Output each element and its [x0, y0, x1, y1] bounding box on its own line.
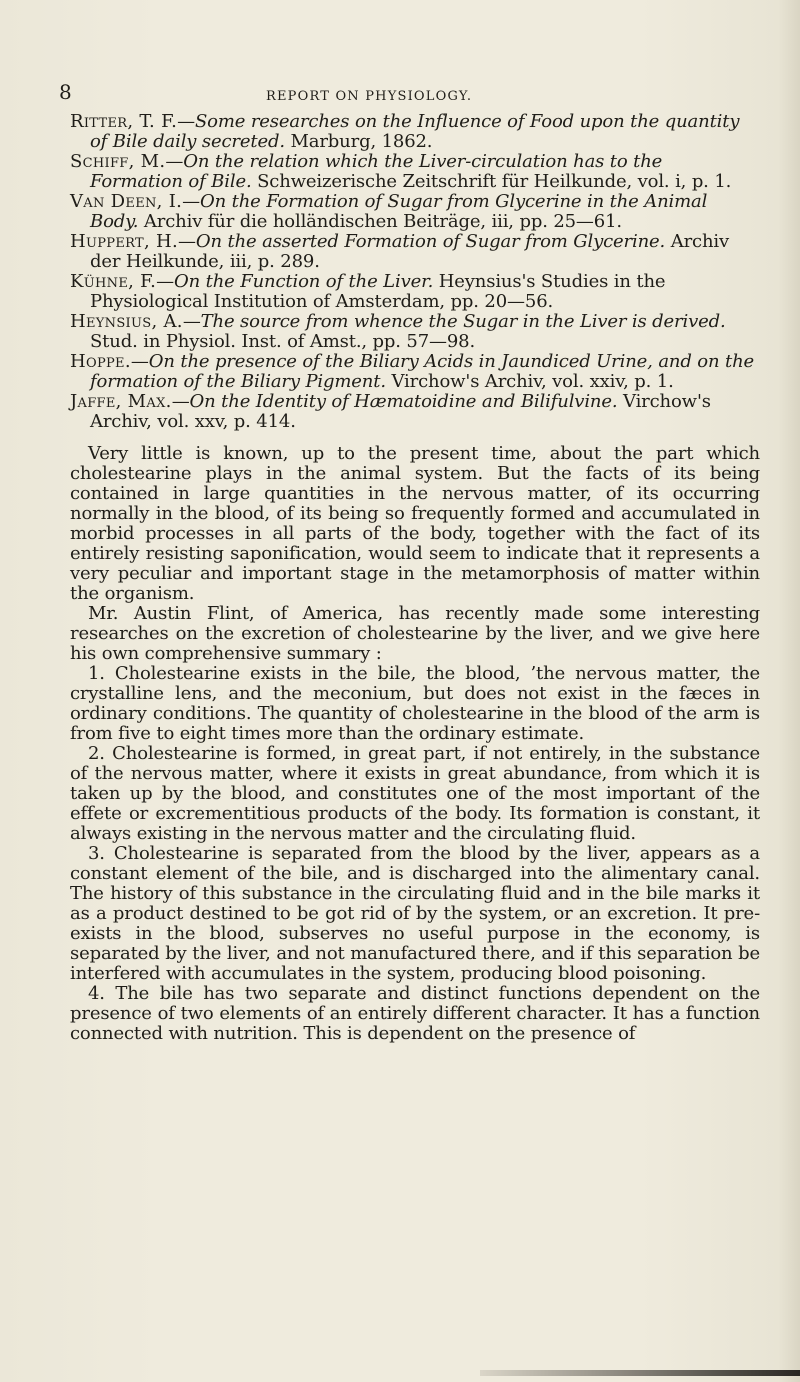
- reference-item: Jaffe, Max.—On the Identity of Hæmatoidine and Bilifulvine. Virchow's Archiv, vol. xxv, p. 414.: [70, 391, 711, 432]
- reference-item: Ritter, T. F.—Some researches on the Influence of Food upon the quantity of Bile daily secreted. Marburg, 1862.: [70, 111, 740, 152]
- summary-item: [70, 664, 760, 744]
- summary-number: 1.: [88, 663, 105, 684]
- page-number: 8: [59, 80, 72, 104]
- reference-author: Heynsius, A.: [70, 311, 183, 332]
- summary-text: Cholestearine is separated from the blood by the liver, appears as a constant element of the bile, and is discharged into the alimentary canal. The history of this substance in the circulating fluid and in the bile marks it as a product destined to be got rid of by the system, or an excretion. It pre-exists in the blood, subserves no useful purpose in the economy, is separated by the liver, and not manufactured there, and if this separation be interfered with accumulates in the system, producing blood poisoning.: [70, 843, 761, 984]
- summary-item: [70, 744, 760, 844]
- reference-title: On the relation which the Liver-circulation has to the Formation of Bile.: [90, 151, 663, 192]
- reference-details: Virchow's Archiv, vol. xxv, p. 414.: [90, 391, 711, 432]
- bottom-binding-shadow: [480, 1370, 800, 1376]
- reference-title: On the Function of the Liver.: [174, 271, 434, 292]
- reference-author: Ritter, T. F.: [70, 111, 178, 132]
- reference-author: Van Deen, I.: [70, 191, 183, 212]
- reference-details: Archiv für die holländischen Beiträge, iii, pp. 25—61.: [143, 211, 622, 232]
- reference-item: Van Deen, I.—On the Formation of Sugar from Glycerine in the Animal Body. Archiv für die holländischen Beiträge, iii, pp. 25—61.: [70, 191, 708, 232]
- flint-paragraph: Mr. Austin Flint, of America, has recently made some interesting researches on the excretion of cholestearine by the liver, and we give here his own comprehensive summary :: [70, 603, 760, 664]
- reference-details: Archiv der Heilkunde, iii, p. 289.: [90, 231, 730, 272]
- reference-title: On the presence of the Biliary Acids in Jaundiced Urine, and on the formation of the Biliary Pigment.: [90, 351, 755, 392]
- summary-text: The bile has two separate and distinct functions dependent on the presence of two elements of an entirely different character. It has a function connected with nutrition. This is dependent on the presence of: [70, 983, 760, 1044]
- reference-list: [70, 112, 760, 432]
- reference-author: Huppert, H.: [70, 231, 179, 252]
- summary-item: [70, 844, 760, 984]
- reference-item: Hoppe.—On the presence of the Biliary Acids in Jaundiced Urine, and on the formation of the Biliary Pigment. Virchow's Archiv, vol. xxiv, p. 1.: [70, 351, 755, 392]
- reference-author: Schiff, M.: [70, 151, 166, 172]
- summary-number: 4.: [88, 983, 105, 1004]
- reference-details: Stud. in Physiol. Inst. of Amst., pp. 57—98.: [90, 331, 476, 352]
- reference-details: Virchow's Archiv, vol. xxiv, p. 1.: [391, 371, 674, 392]
- reference-details: Schweizerische Zeitschrift für Heilkunde, vol. i, p. 1.: [257, 171, 732, 192]
- summary-item: [70, 984, 760, 1044]
- reference-author: Jaffe, Max.: [70, 391, 172, 412]
- reference-author: Kühne, F.: [70, 271, 157, 292]
- reference-item: Huppert, H.—On the asserted Formation of Sugar from Glycerine. Archiv der Heilkunde, iii, p. 289.: [70, 231, 730, 272]
- intro-paragraph: Very little is known, up to the present time, about the part which cholestearine plays in the animal system. But the facts of its being contained in large quantities in the nervous matter, of its occurring normally in the blood, of its being so frequently formed and accumulated in morbid processes in all parts of the body, together with the fact of its entirely resisting saponification, would seem to indicate that it represents a very peculiar and important stage in the metamorphosis of matter within the organism.: [70, 443, 760, 604]
- summary-number: 2.: [88, 743, 105, 764]
- reference-item: Heynsius, A.—The source from whence the Sugar in the Liver is derived. Stud. in Physiol. Inst. of Amst., pp. 57—98.: [70, 311, 726, 352]
- reference-title: The source from whence the Sugar in the Liver is derived.: [200, 311, 726, 332]
- page-edge-shadow: [778, 0, 800, 1382]
- running-head: REPORT ON PHYSIOLOGY.: [266, 89, 473, 104]
- summary-text: Cholestearine is formed, in great part, if not entirely, in the substance of the nervous matter, where it exists in great abundance, from which it is taken up by the blood, and constitutes one of the most important of the effete or excrementitious products of the body. Its formation is constant, it always existing in the nervous matter and the circulating fluid.: [70, 743, 761, 844]
- reference-title: On the Identity of Hæmatoidine and Bilifulvine.: [189, 391, 618, 412]
- body-text: [70, 444, 760, 1044]
- reference-title: On the asserted Formation of Sugar from Glycerine.: [195, 231, 666, 252]
- summary-number: 3.: [88, 843, 105, 864]
- reference-title: On the Formation of Sugar from Glycerine in the Animal Body.: [90, 191, 708, 232]
- reference-item: Schiff, M.—On the relation which the Liver-circulation has to the Formation of Bile. Schweizerische Zeitschrift für Heilkunde, vol. i, p. 1.: [70, 151, 732, 192]
- page-content: [70, 112, 760, 1044]
- reference-title: Some researches on the Influence of Food upon the quantity of Bile daily secreted.: [90, 111, 740, 152]
- summary-text: Cholestearine exists in the bile, the blood, ’the nervous matter, the crystalline lens, and the meconium, but does not exist in the fæces in ordinary conditions. The quantity of cholestearine in the blood of the arm is from five to eight times more than the ordinary estimate.: [70, 663, 760, 744]
- reference-author: Hoppe.: [70, 351, 131, 372]
- reference-details: Marburg, 1862.: [290, 131, 433, 152]
- reference-details: Heynsius's Studies in the Physiological Institution of Amsterdam, pp. 20—56.: [90, 271, 666, 312]
- reference-item: Kühne, F.—On the Function of the Liver. Heynsius's Studies in the Physiological Institution of Amsterdam, pp. 20—56.: [70, 271, 666, 312]
